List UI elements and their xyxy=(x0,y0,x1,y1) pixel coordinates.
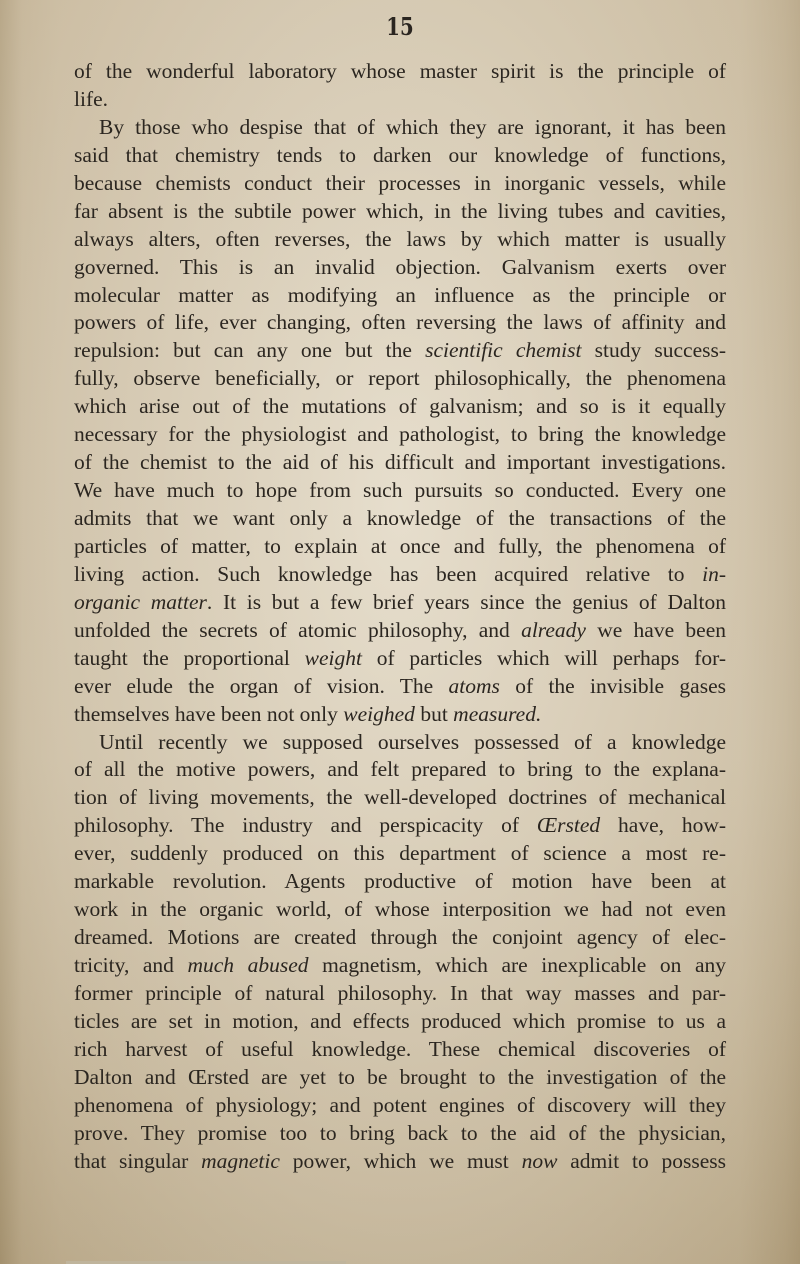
text-line xyxy=(74,729,726,757)
text-segment: magnetism, which are inexplicable on any xyxy=(308,953,726,977)
text-segment: of particles which will perhaps for- xyxy=(361,645,726,670)
text-line xyxy=(74,1036,726,1064)
text-segment: always alters, often reverses, the laws by which matter is usually xyxy=(74,226,726,251)
text-segment: of all the motive powers, and felt prepared to bring to the explana- xyxy=(74,757,726,782)
text-segment: necessary for the physiologist and pathologist, to bring the knowledge xyxy=(74,422,726,447)
body-text xyxy=(74,58,726,1176)
text-line xyxy=(74,812,726,840)
text-line xyxy=(74,142,726,170)
italic-text: weight xyxy=(304,645,362,670)
italic-text: magnetic xyxy=(201,1148,280,1173)
text-segment: admits that we want only a knowledge of the transactions of the xyxy=(74,506,726,530)
italic-text: Œrsted xyxy=(536,813,601,838)
text-line xyxy=(74,1120,726,1148)
italic-text: weighed xyxy=(343,701,415,726)
text-line xyxy=(74,337,726,365)
text-segment: ever, suddenly produced on this department of science a most re- xyxy=(74,841,726,866)
text-segment: of the chemist to the aid of his difficult and important investigations. xyxy=(74,450,726,475)
text-line xyxy=(74,617,726,645)
text-segment: ticles are set in motion, and effects produced which promise to us a xyxy=(74,1008,726,1033)
text-segment: tion of living movements, the well-developed doctrines of mechanical xyxy=(74,785,726,810)
text-line xyxy=(74,393,726,421)
text-segment: because chemists conduct their processes in inorganic vessels, while xyxy=(74,170,726,195)
text-segment: which arise out of the mutations of galvanism; and so is it equally xyxy=(74,394,726,419)
text-line xyxy=(74,952,726,980)
text-line xyxy=(74,784,726,812)
text-segment: themselves have been not only xyxy=(74,701,344,726)
text-segment: taught the proportional xyxy=(74,645,305,670)
text-segment: far absent is the subtile power which, in the living tubes and cavities, xyxy=(74,198,726,223)
text-segment: rich harvest of useful knowledge. These chemical discoveries of xyxy=(74,1036,726,1061)
text-segment: philosophy. The industry and perspicacity of xyxy=(74,813,537,838)
text-segment: We have much to hope from such pursuits so conducted. Every one xyxy=(74,478,726,503)
italic-text: already xyxy=(521,617,586,642)
text-segment: ever elude the organ of vision. The xyxy=(74,673,449,698)
text-line xyxy=(74,645,726,673)
text-segment: of the invisible gases xyxy=(499,673,726,698)
text-segment: markable revolution. Agents productive of motion have been at xyxy=(74,869,726,894)
text-segment: said that chemistry tends to darken our knowledge of functions, xyxy=(74,142,726,167)
italic-text: now xyxy=(521,1148,558,1173)
text-line xyxy=(74,980,726,1008)
text-line xyxy=(74,701,726,729)
text-line xyxy=(74,477,726,505)
italic-text: scientific chemist xyxy=(425,338,582,363)
text-line xyxy=(74,1064,726,1092)
text-line xyxy=(74,505,726,533)
italic-text: organic matter xyxy=(74,589,207,614)
text-segment: have, how- xyxy=(600,813,727,838)
text-segment: particles of matter, to explain at once and fully, the phenomena of xyxy=(74,533,726,558)
text-segment: phenomena of physiology; and potent engines of discovery will they xyxy=(74,1092,726,1117)
text-line xyxy=(74,309,726,337)
text-segment: prove. They promise too to bring back to the aid of the physician, xyxy=(74,1120,726,1145)
text-segment: but xyxy=(414,701,454,726)
text-line xyxy=(74,756,726,784)
text-segment: Until recently we supposed ourselves possessed of a knowledge xyxy=(99,729,726,754)
text-line xyxy=(74,58,726,86)
text-segment: admit to possess xyxy=(557,1148,727,1173)
italic-text: much abused xyxy=(187,953,309,977)
text-line xyxy=(74,114,726,142)
text-line xyxy=(74,840,726,868)
text-segment: study success- xyxy=(581,338,727,363)
text-line xyxy=(74,868,726,896)
text-line xyxy=(74,1148,726,1176)
text-segment: molecular matter as modifying an influence as the principle or xyxy=(74,282,726,307)
text-line xyxy=(74,282,726,310)
text-line xyxy=(74,924,726,952)
text-segment: power, which we must xyxy=(279,1148,522,1173)
text-line xyxy=(74,170,726,198)
text-segment: . It is but a few brief years since the genius of Dalton xyxy=(206,589,726,614)
text-line xyxy=(74,449,726,477)
text-segment: powers of life, ever changing, often reversing the laws of affinity and xyxy=(74,310,726,335)
text-segment: Dalton and Œrsted are yet to be brought to the investigation of the xyxy=(74,1064,726,1089)
text-segment: dreamed. Motions are created through the conjoint agency of elec- xyxy=(74,925,726,950)
text-segment: life. xyxy=(74,86,109,111)
text-segment: that singular xyxy=(74,1148,202,1173)
text-segment: repulsion: but can any one but the xyxy=(74,338,426,363)
text-segment: tricity, and xyxy=(74,953,188,977)
text-line xyxy=(74,1008,726,1036)
text-line xyxy=(74,198,726,226)
italic-text: atoms xyxy=(448,673,500,698)
text-line xyxy=(74,589,726,617)
page-number: 15 xyxy=(386,12,414,41)
text-line xyxy=(74,561,726,589)
text-segment: governed. This is an invalid objection. Galvanism exerts over xyxy=(74,254,726,279)
text-segment: living action. Such knowledge has been acquired relative to xyxy=(74,561,703,586)
text-line xyxy=(74,533,726,561)
text-segment: we have been xyxy=(585,617,726,642)
text-line xyxy=(74,365,726,393)
text-line xyxy=(74,226,726,254)
text-segment: By those who despise that of which they are ignorant, it has been xyxy=(99,114,726,139)
text-line xyxy=(74,86,726,114)
text-segment: fully, observe beneficially, or report philosophically, the phenomena xyxy=(74,366,726,391)
italic-text: measured. xyxy=(453,701,542,726)
text-line xyxy=(74,896,726,924)
text-line xyxy=(74,673,726,701)
text-segment: former principle of natural philosophy. In that way masses and par- xyxy=(74,980,726,1005)
text-line xyxy=(74,421,726,449)
text-segment: unfolded the secrets of atomic philosophy, and xyxy=(74,617,522,642)
text-line xyxy=(74,1092,726,1120)
text-segment: of the wonderful laboratory whose master spirit is the principle of xyxy=(74,59,726,83)
text-segment: work in the organic world, of whose interposition we had not even xyxy=(74,897,726,922)
text-line xyxy=(74,254,726,282)
italic-text: in- xyxy=(702,561,726,586)
